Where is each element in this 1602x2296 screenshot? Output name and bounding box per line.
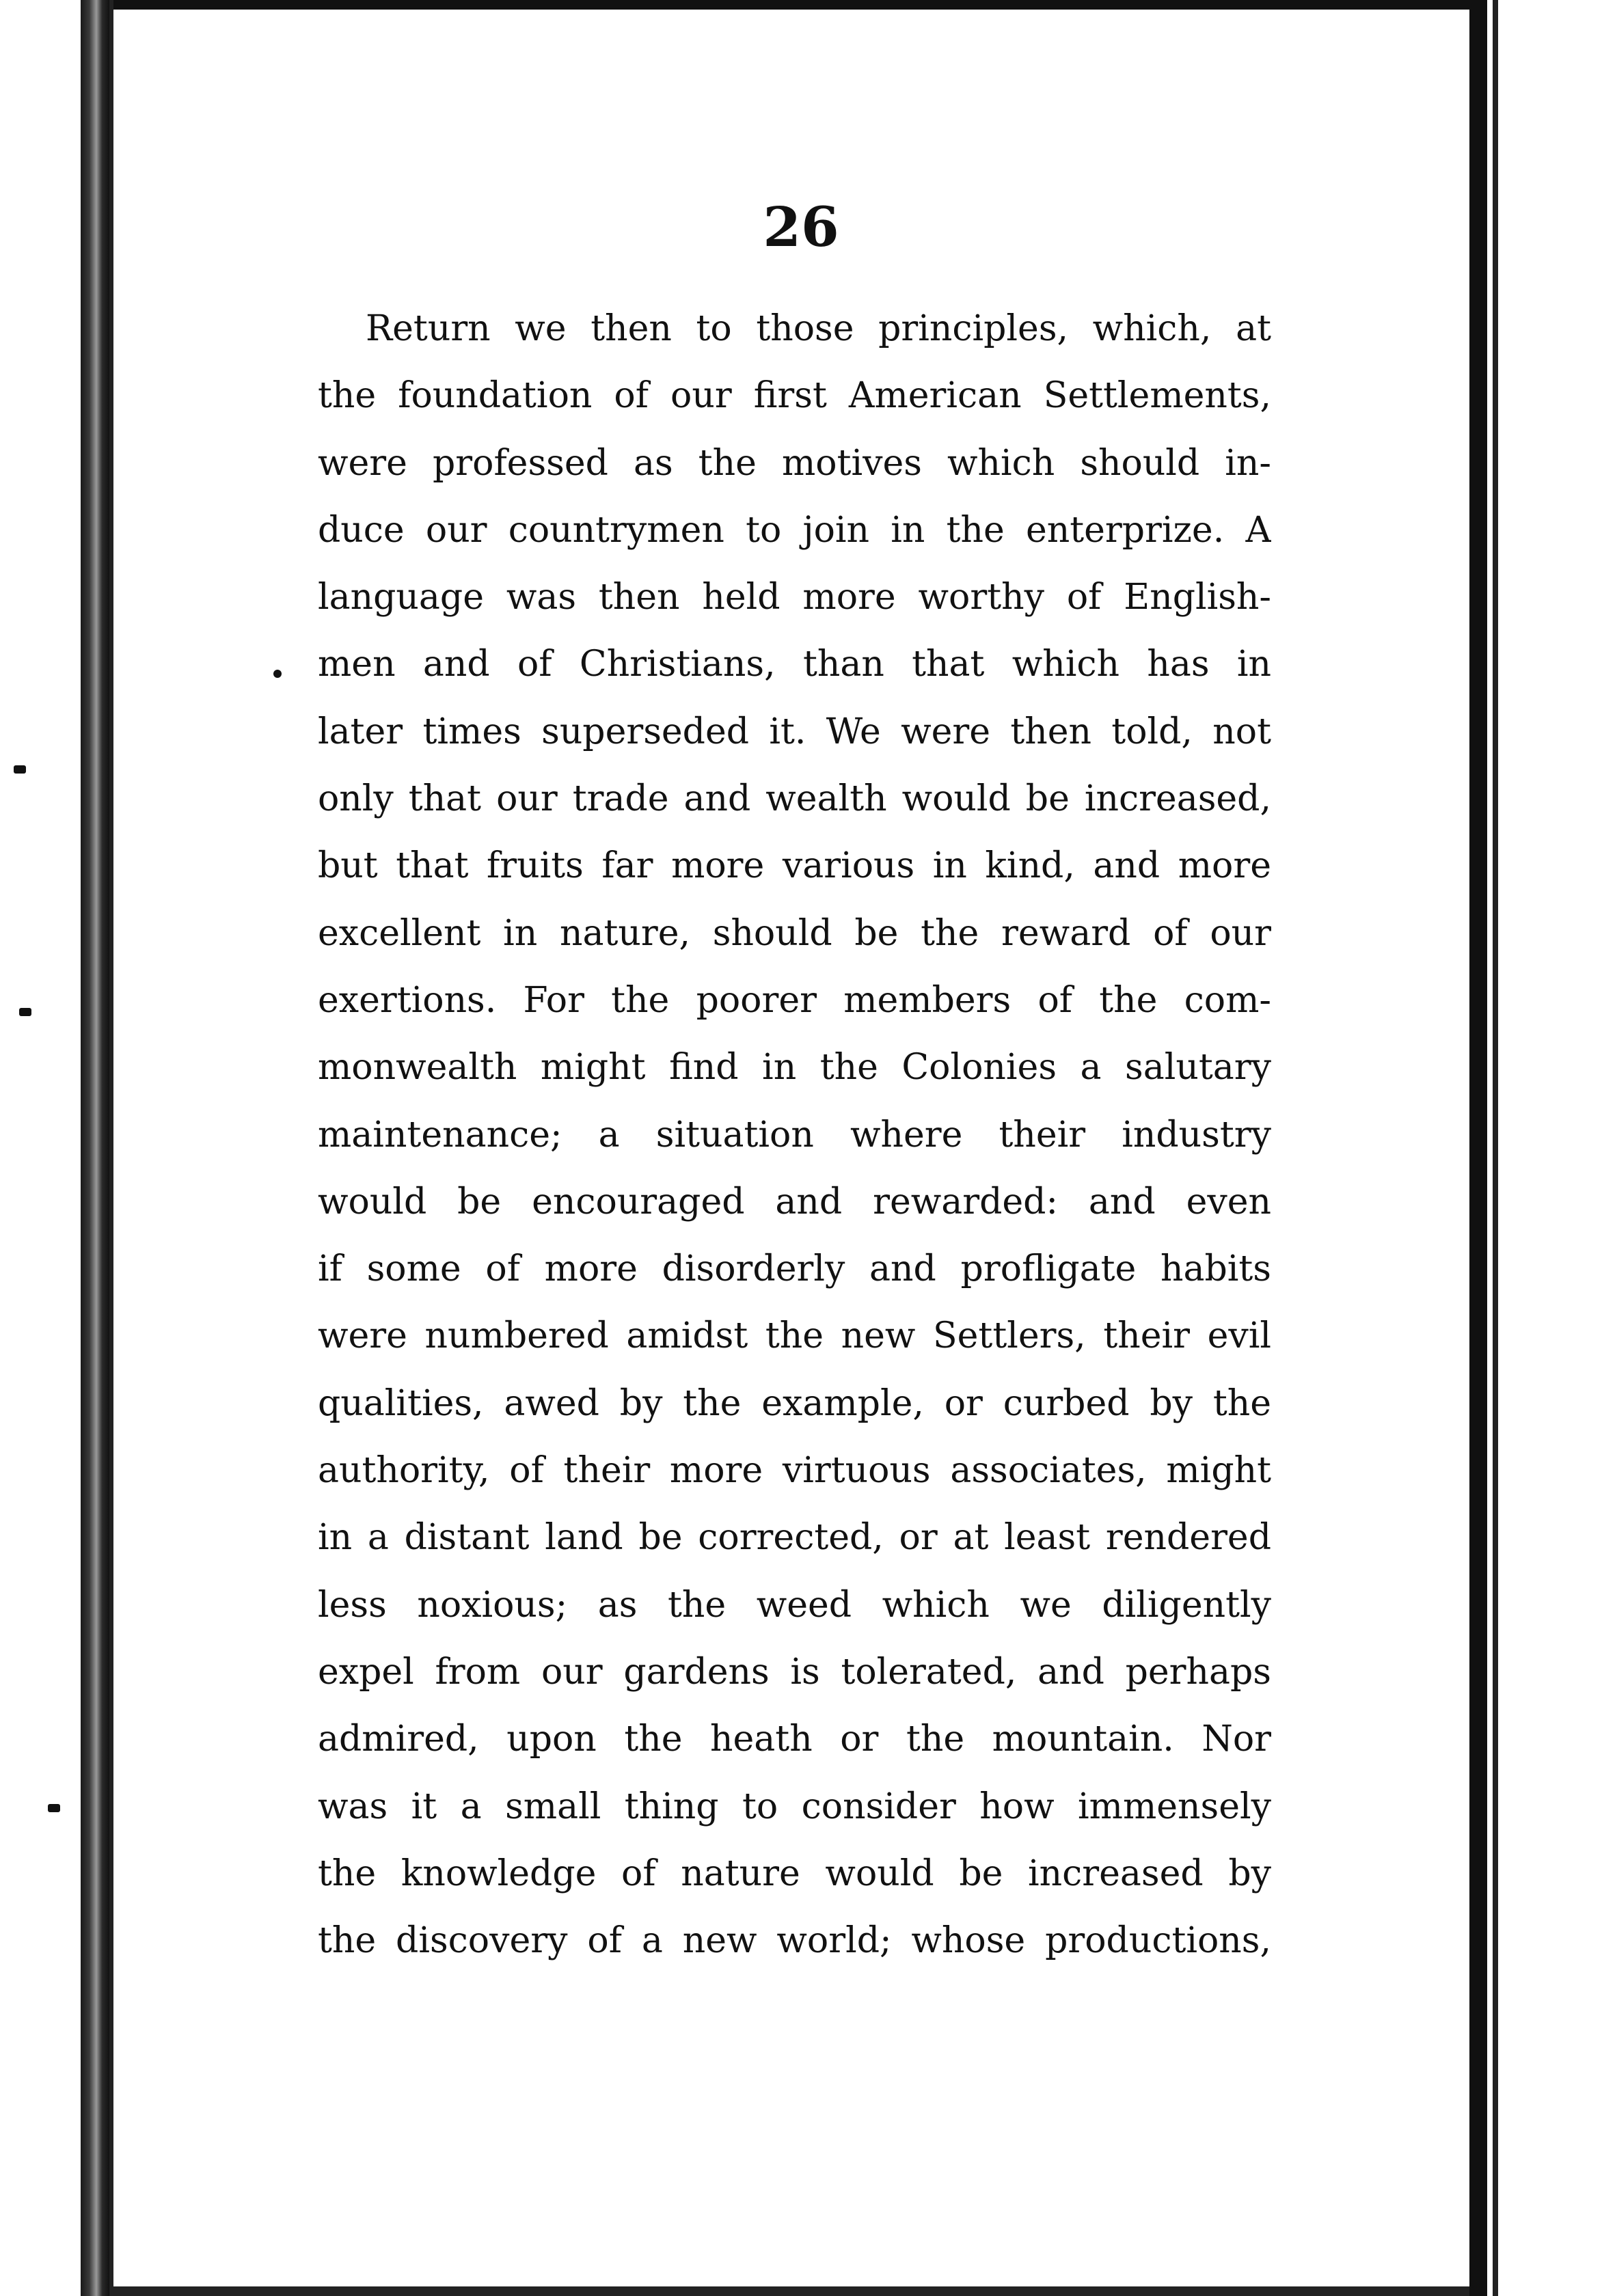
text-line: but that fruits far more various in kind, and more (318, 845, 1271, 887)
scan-speck (48, 1804, 60, 1812)
margin-dot (273, 670, 282, 678)
text-line: authority, of their more virtuous associates, might (318, 1450, 1271, 1492)
text-line: were professed as the motives which should in- (318, 442, 1271, 484)
text-line: were numbered amidst the new Settlers, their evil (318, 1315, 1271, 1357)
text-line: men and of Christians, than that which has in (318, 644, 1271, 685)
text-line: expel from our gardens is tolerated, and perhaps (318, 1651, 1271, 1693)
text-line: less noxious; as the weed which we diligently (318, 1584, 1271, 1626)
text-line: monwealth might find in the Colonies a salutary (318, 1047, 1271, 1089)
book-binding-edge (81, 0, 109, 2296)
scan-speck (19, 1008, 31, 1016)
text-line: duce our countrymen to join in the enterprize. A (318, 509, 1271, 551)
body-text (318, 295, 1271, 1974)
text-line: later times superseded it. We were then told, not (318, 711, 1271, 752)
text-line: Return we then to those principles, which, at (366, 308, 1271, 349)
right-page-gap (1487, 0, 1493, 2296)
text-line: the discovery of a new world; whose productions, (318, 1920, 1271, 1962)
text-line: language was then held more worthy of English- (318, 577, 1271, 618)
text-line: the knowledge of nature would be increased by (318, 1853, 1271, 1894)
top-edge (109, 0, 1469, 10)
text-line: the foundation of our first American Settlements, (318, 375, 1271, 417)
text-line: would be encouraged and rewarded: and even (318, 1181, 1271, 1222)
text-line: was it a small thing to consider how immensely (318, 1786, 1271, 1827)
text-line: if some of more disorderly and profligate habits (318, 1248, 1271, 1290)
text-line: maintenance; a situation where their industry (318, 1114, 1271, 1156)
text-line: admired, upon the heath or the mountain. Nor (318, 1719, 1271, 1760)
text-line: only that our trade and wealth would be increased, (318, 778, 1271, 820)
text-line: in a distant land be corrected, or at least rendered (318, 1517, 1271, 1559)
right-page-edge (1469, 0, 1487, 2296)
right-page-edge-inner (1493, 0, 1498, 2296)
scan-speck (14, 765, 26, 774)
text-line: exertions. For the poorer members of the com- (318, 979, 1271, 1021)
page-number: 26 (763, 195, 839, 259)
text-line: excellent in nature, should be the reward of our (318, 912, 1271, 954)
text-line: qualities, awed by the example, or curbed by the (318, 1382, 1271, 1424)
bottom-edge (109, 2286, 1469, 2296)
binding-shadow (109, 0, 113, 2296)
